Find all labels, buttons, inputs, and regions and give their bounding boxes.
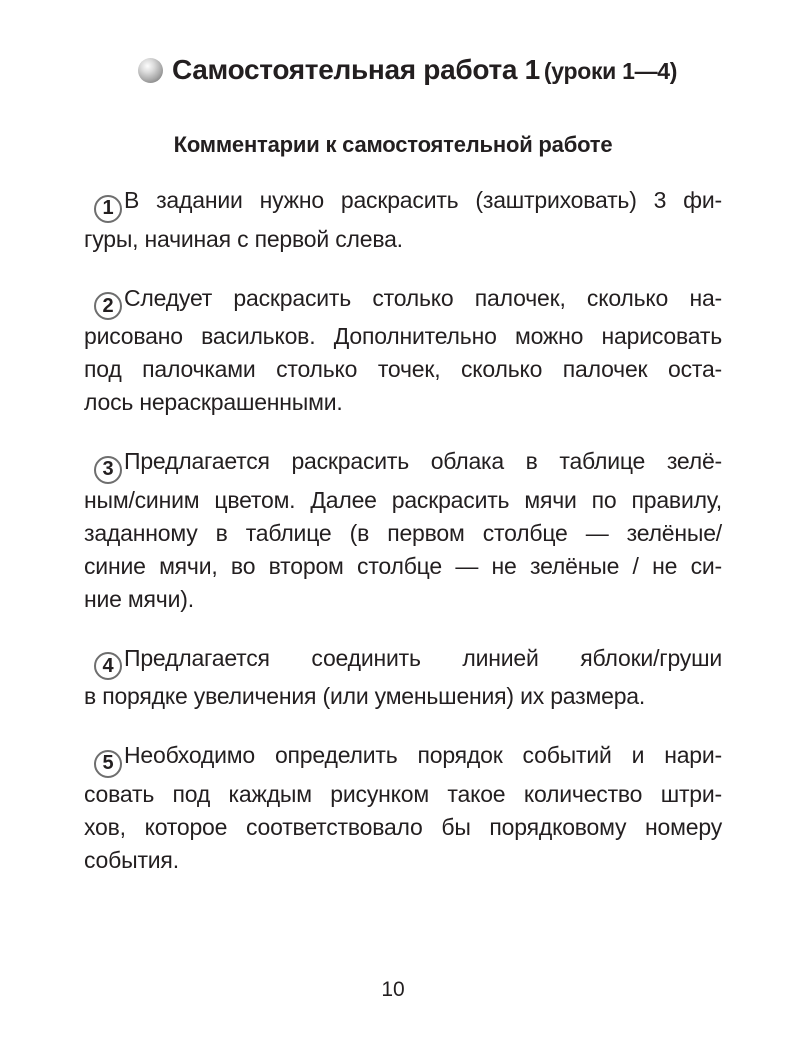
item-number-badge (94, 195, 122, 223)
section-title-lessons: (уроки 1—4) (543, 58, 678, 84)
workbook-page (0, 54, 786, 1054)
item-number: 3 (102, 458, 114, 480)
comment-line: в порядке увеличения (или уменьшения) их размера. (84, 683, 646, 709)
item-number: 5 (102, 752, 114, 774)
item-number-badge (94, 652, 122, 680)
comment-line (84, 739, 722, 778)
comment-line (84, 642, 722, 681)
comment-item-1 (84, 184, 722, 256)
item-number-badge (94, 456, 122, 484)
item-number: 4 (102, 654, 114, 677)
comment-line: рисовано васильков. Дополнительно можно нарисовать (84, 323, 722, 349)
comment-item-4 (84, 642, 722, 714)
comment-text: В задании нужно раскрасить (заштриховать) 3 фи- (124, 187, 722, 213)
comment-line: хов, которое соответствовало бы порядковому номеру (84, 813, 722, 840)
comment-line: под палочками столько точек, сколько палочек оста- (84, 356, 722, 382)
item-number-badge (94, 292, 122, 320)
section-bullet-icon (138, 58, 163, 83)
comment-text: Следует раскрасить столько палочек, сколько на- (124, 284, 722, 311)
comment-line (84, 445, 722, 484)
item-number: 2 (102, 294, 114, 317)
page-number: 10 (381, 978, 405, 1001)
item-number: 1 (102, 197, 114, 219)
section-title-text: Самостоятельная работа 1 (172, 54, 540, 85)
comments-list (84, 184, 722, 877)
comment-line (84, 282, 722, 321)
comment-line: события. (84, 846, 179, 873)
comment-line: гуры, начиная с первой слева. (84, 225, 403, 252)
comment-text: Необходимо определить порядок событий и нари- (124, 742, 722, 768)
comment-item-3 (84, 445, 722, 616)
comment-item-2 (84, 282, 722, 420)
section-header (138, 54, 786, 86)
comment-text: Предлагается соединить линией яблоки/груши (124, 644, 722, 671)
comment-line: синие мячи, во втором столбце — не зелёные / не си- (84, 552, 722, 579)
comment-item-5 (84, 739, 722, 877)
comments-subtitle: Комментарии к самостоятельной работе (173, 132, 613, 157)
comment-line: ние мячи). (84, 585, 194, 612)
comment-text: Предлагается раскрасить облака в таблице зелё- (124, 448, 722, 474)
comment-line: совать под каждым рисунком такое количество штри- (84, 780, 722, 807)
comment-line (84, 184, 722, 223)
comment-line: заданному в таблице (в первом столбце — зелёные/ (84, 519, 722, 546)
comment-line: лось нераскрашенными. (84, 389, 343, 415)
item-number-badge (94, 750, 122, 778)
section-title (172, 54, 677, 86)
comment-line: ным/синим цветом. Далее раскрасить мячи по правилу, (84, 486, 722, 513)
